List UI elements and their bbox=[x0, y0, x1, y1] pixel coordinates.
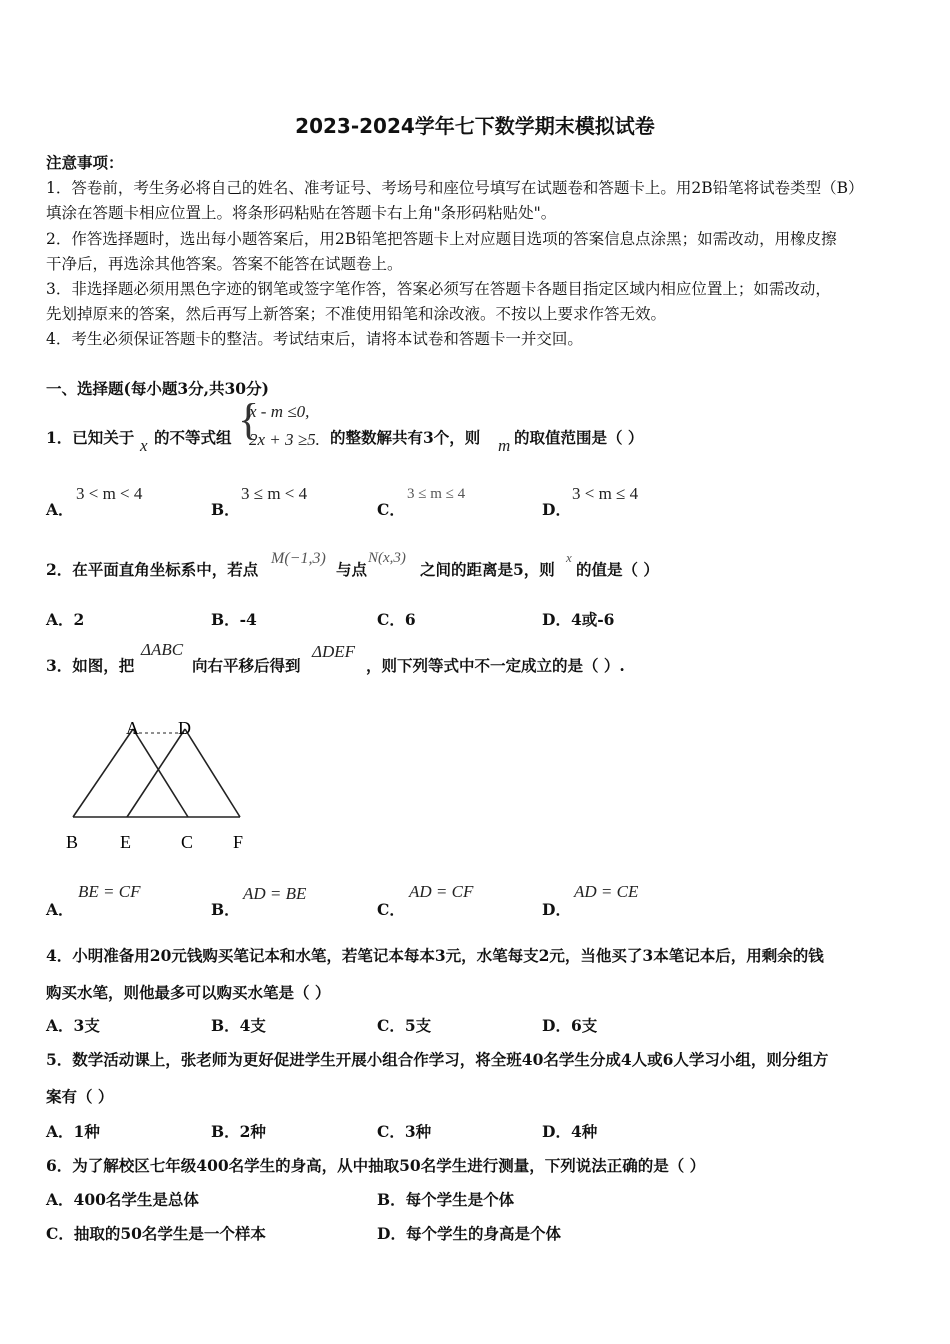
q1-ineq2: 2x + 3 ≥5. bbox=[249, 430, 320, 449]
q1-option-expr: 3 < m ≤ 4 bbox=[572, 484, 639, 503]
q6-option: D．每个学生的身高是个体 bbox=[377, 1224, 561, 1243]
q1-ineq1: x - m ≤0, bbox=[249, 402, 310, 421]
q6-line: 6．为了解校区七年级400名学生的身高，从中抽取50名学生进行测量，下列说法正确的是（ ） bbox=[46, 1156, 706, 1175]
q5-option: D．4种 bbox=[542, 1122, 598, 1141]
q4-option: C．5支 bbox=[377, 1016, 432, 1035]
q3-option-expr: AD = CE bbox=[574, 882, 639, 901]
q5-line: 5．数学活动课上，张老师为更好促进学生开展小组合作学习，将全班40名学生分成4人或6人学习小组，则分组方 bbox=[46, 1050, 829, 1069]
q1-option-label: B． bbox=[211, 500, 240, 519]
q1-option-expr: 3 ≤ m < 4 bbox=[241, 484, 308, 503]
q4-line: 购买水笔，则他最多可以购买水笔是（ ） bbox=[46, 983, 331, 1002]
notice-line: 3．非选择题必须用黑色字迹的钢笔或签字笔作答，答案必须写在答题卡各题目指定区域内相应位置上；如需改动， bbox=[46, 280, 831, 298]
figure-line-de bbox=[127, 729, 185, 817]
q2-pre: 2．在平面直角坐标系中，若点 bbox=[46, 560, 259, 579]
notice-line: 填涂在答题卡相应位置上。将条形码粘贴在答题卡右上角"条形码粘贴处"。 bbox=[46, 204, 557, 222]
q2-option: A．2 bbox=[46, 610, 85, 629]
q3-option-label: C． bbox=[377, 900, 405, 919]
page-title: 2023-2024学年七下数学期末模拟试卷 bbox=[295, 114, 655, 138]
q3-option-expr: AD = BE bbox=[243, 884, 307, 903]
q5-option: B．2种 bbox=[211, 1122, 266, 1141]
figure-label-c: C bbox=[181, 832, 194, 852]
figure-label-a: A bbox=[126, 718, 139, 738]
q4-option: A．3支 bbox=[46, 1016, 100, 1035]
figure-label-b: B bbox=[66, 832, 79, 852]
q1-option-expr: 3 ≤ m ≤ 4 bbox=[407, 486, 466, 502]
figure-line-ac bbox=[133, 729, 188, 817]
figure-line-ab bbox=[73, 729, 133, 817]
q1-option-label: C． bbox=[377, 500, 405, 519]
q3-tri2: ΔDEF bbox=[312, 642, 356, 661]
q5-line: 案有（ ） bbox=[46, 1087, 114, 1106]
q3-option-expr: AD = CF bbox=[409, 882, 474, 901]
q1-mid: 的不等式组 bbox=[154, 428, 232, 447]
q6-option: A．400名学生是总体 bbox=[46, 1190, 199, 1209]
q2-var-x: x bbox=[566, 550, 572, 565]
q1-end: 的取值范围是（ ） bbox=[514, 428, 644, 447]
q1-option-label: D． bbox=[542, 500, 571, 519]
q2-option: B．-4 bbox=[211, 610, 257, 629]
q3-pre: 3．如图，把 bbox=[46, 656, 135, 675]
notice-line: 4．考生必须保证答题卡的整洁。考试结束后，请将本试卷和答题卡一并交回。 bbox=[46, 330, 583, 348]
notice-heading: 注意事项： bbox=[46, 153, 124, 172]
q1-option-expr: 3 < m < 4 bbox=[76, 484, 143, 503]
q3-mid: 向右平移后得到 bbox=[192, 656, 301, 675]
section-heading: 一、选择题(每小题3分,共30分) bbox=[46, 379, 269, 398]
q2-post: 之间的距离是5，则 bbox=[420, 560, 555, 579]
q1-var-m: m bbox=[498, 436, 511, 455]
figure-label-e: E bbox=[120, 832, 131, 852]
notice-line: 先划掉原来的答案，然后再写上新答案；不准使用铅笔和涂改液。不按以上要求作答无效。 bbox=[46, 305, 667, 323]
q6-option: B．每个学生是个体 bbox=[377, 1190, 515, 1209]
q2-mid: 与点 bbox=[336, 560, 368, 579]
q3-end: ，则下列等式中不一定成立的是（ ）. bbox=[366, 656, 625, 675]
q3-option-expr: BE = CF bbox=[78, 882, 141, 901]
q3-option-label: D． bbox=[542, 900, 571, 919]
q2-option: D．4或-6 bbox=[542, 610, 615, 629]
q2-point-n: N(x,3) bbox=[368, 550, 406, 566]
notice-line: 1．答卷前，考生务必将自己的姓名、准考证号、考场号和座位号填写在试题卷和答题卡上。用2B铅笔将试卷类型（B） bbox=[46, 179, 864, 197]
q1-brace: { bbox=[238, 395, 260, 444]
q5-option: A．1种 bbox=[46, 1122, 100, 1141]
q6-option: C．抽取的50名学生是一个样本 bbox=[46, 1224, 266, 1243]
notice-line: 干净后，再选涂其他答案。答案不能答在试题卷上。 bbox=[46, 255, 403, 273]
figure-line-df bbox=[185, 729, 240, 817]
q2-point-m: M(−1,3) bbox=[271, 550, 326, 567]
q4-option: B．4支 bbox=[211, 1016, 266, 1035]
q3-figure bbox=[60, 712, 260, 857]
figure-label-f: F bbox=[233, 832, 244, 852]
q1-option-label: A． bbox=[46, 500, 74, 519]
q2-option: C．6 bbox=[377, 610, 416, 629]
q1-post: 的整数解共有3个，则 bbox=[330, 428, 481, 447]
notice-line: 2．作答选择题时，选出每小题答案后，用2B铅笔把答题卡上对应题目选项的答案信息点涂黑；如需改动，用橡皮擦 bbox=[46, 230, 837, 248]
q4-line: 4．小明准备用20元钱购买笔记本和水笔，若笔记本每本3元，水笔每支2元，当他买了3本笔记本后，用剩余的钱 bbox=[46, 946, 824, 965]
q4-option: D．6支 bbox=[542, 1016, 598, 1035]
q1-var-x: x bbox=[140, 436, 148, 455]
q2-end: 的值是（ ） bbox=[576, 560, 659, 579]
figure-label-d: D bbox=[178, 718, 191, 738]
q5-option: C．3种 bbox=[377, 1122, 432, 1141]
q3-tri1: ΔABC bbox=[141, 640, 184, 659]
q3-option-label: A． bbox=[46, 900, 74, 919]
q3-option-label: B． bbox=[211, 900, 240, 919]
q1-pre: 1．已知关于 bbox=[46, 428, 135, 447]
